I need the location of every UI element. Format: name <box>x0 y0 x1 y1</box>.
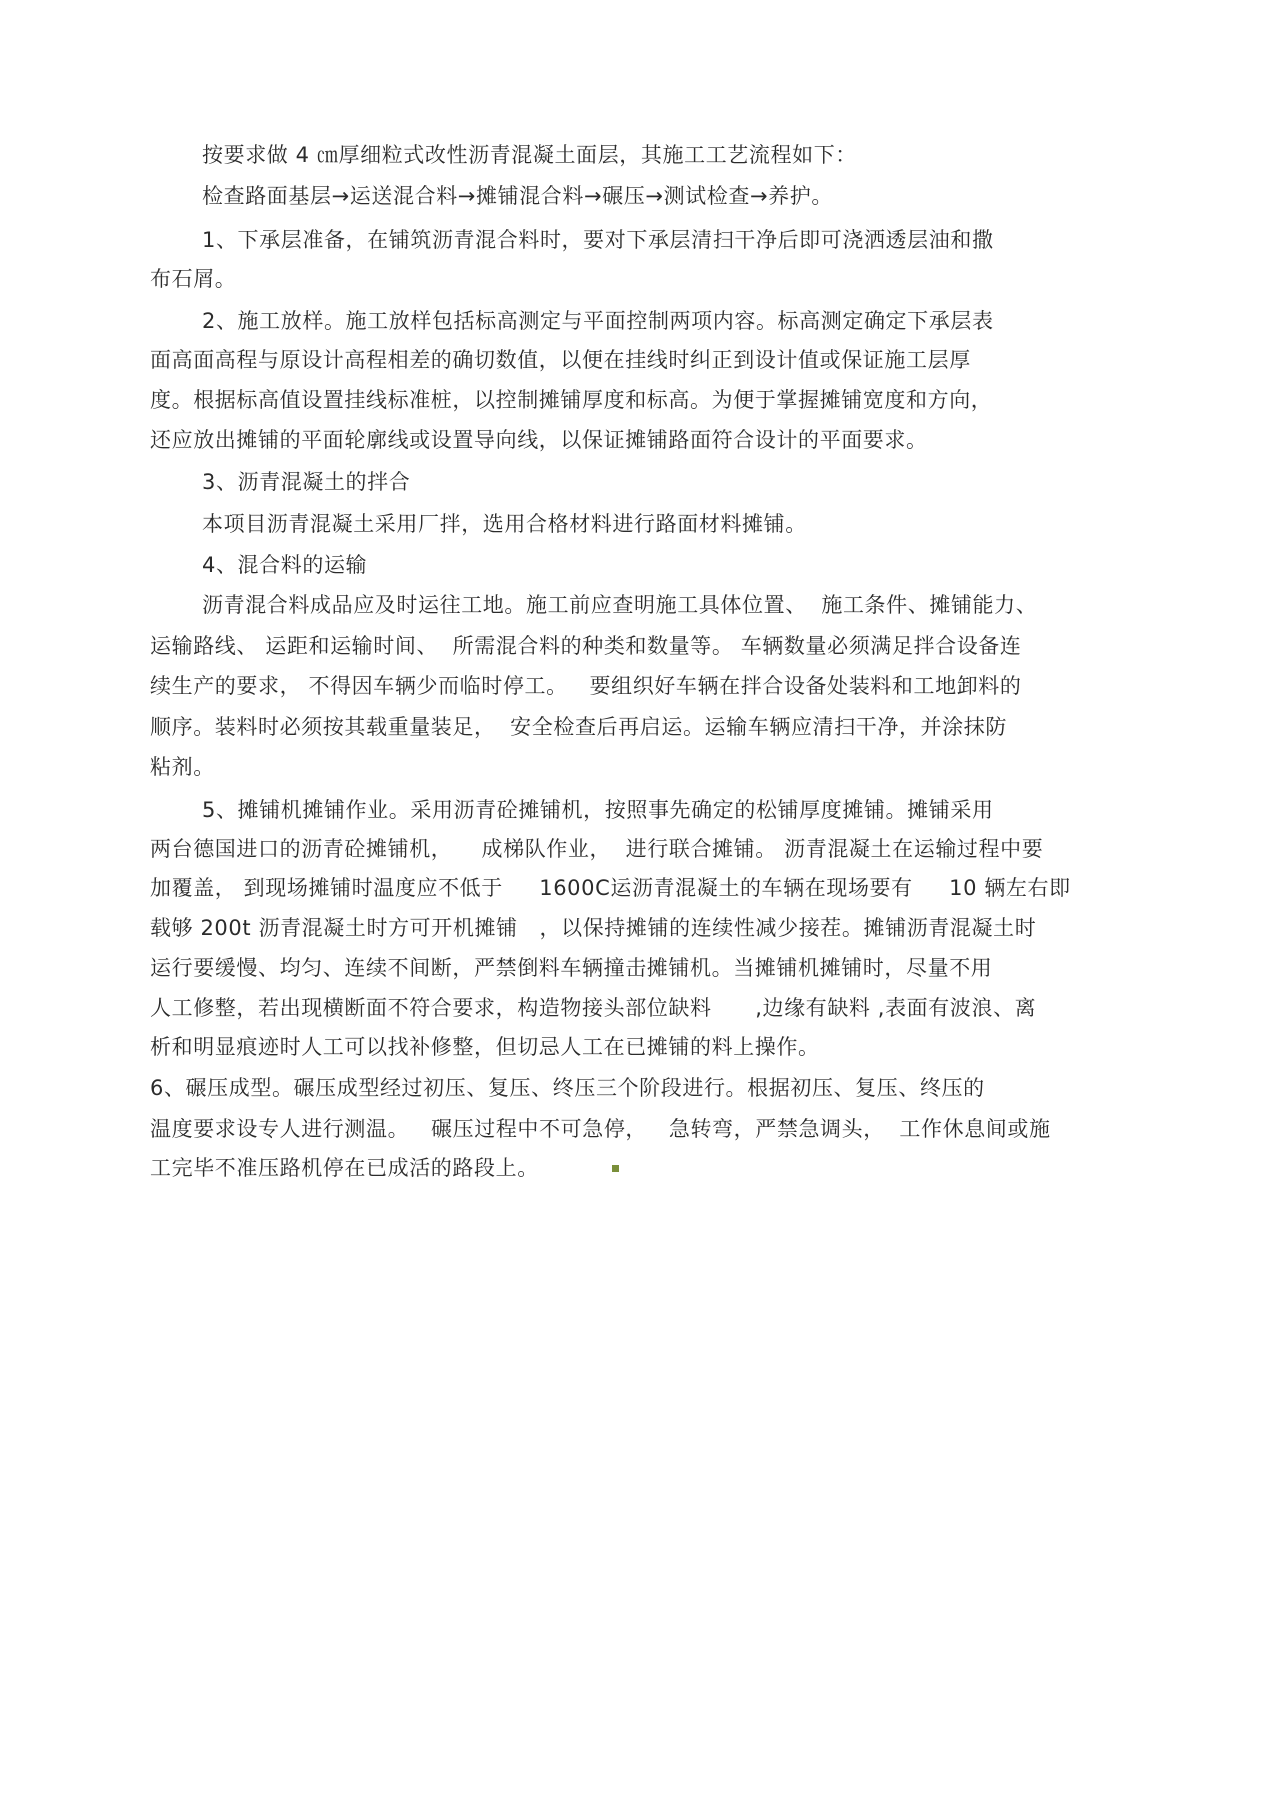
paragraph-2-line-4: 还应放出摊铺的平面轮廓线或设置导向线，以保证摊铺路面符合设计的平面要求。 <box>150 428 928 452</box>
section-4-heading: 4、混合料的运输 <box>202 553 368 577</box>
paragraph-4-line-2: 运输路线、 运距和运输时间、 所需混合料的种类和数量等。 车辆数量必须满足拌合设备连 <box>150 634 1022 658</box>
paragraph-5-line-5: 运行要缓慢、均匀、连续不间断，严禁倒料车辆撞击摊铺机。当摊铺机摊铺时，尽量不用 <box>150 956 993 980</box>
paragraph-4-line-4: 顺序。装料时必须按其载重量装足， 安全检查后再启运。运输车辆应清扫干净，并涂抹防 <box>150 715 1007 739</box>
paragraph-4-line-5: 粘剂。 <box>150 755 215 779</box>
paragraph-5-line-3: 加覆盖， 到现场摊铺时温度应不低于 1600C运沥青混凝土的车辆在现场要有 10 辆左右即 <box>150 876 1071 900</box>
paragraph-5-line-2: 两台德国进口的沥青砼摊铺机， 成梯队作业， 进行联合摊铺。 沥青混凝土在运输过程中要 <box>150 837 1044 861</box>
process-flow-line: 检查路面基层→运送混合料→摊铺混合料→碾压→测试检查→养护。 <box>202 184 833 208</box>
intro-line: 按要求做 4 ㎝厚细粒式改性沥青混凝土面层，其施工工艺流程如下： <box>202 143 857 167</box>
paragraph-6-line-3: 工完毕不准压路机停在已成活的路段上。 <box>150 1156 539 1180</box>
paragraph-6-line-2: 温度要求设专人进行测温。 碾压过程中不可急停， 急转弯，严禁急调头， 工作休息间或施 <box>150 1117 1051 1141</box>
paragraph-5-line-4: 载够 200t 沥青混凝土时方可开机摊铺 ，以保持摊铺的连续性减少接茬。摊铺沥青混凝土时 <box>150 916 1037 940</box>
paragraph-5-line-1: 5、摊铺机摊铺作业。采用沥青砼摊铺机，按照事先确定的松铺厚度摊铺。摊铺采用 <box>202 798 994 822</box>
paragraph-2-line-2: 面高面高程与原设计高程相差的确切数值，以便在挂线时纠正到设计值或保证施工层厚 <box>150 348 971 372</box>
paragraph-4-line-1: 沥青混合料成品应及时运往工地。施工前应查明施工具体位置、 施工条件、摊铺能力、 <box>202 593 1038 617</box>
paragraph-1-line-1: 1、下承层准备，在铺筑沥青混合料时，要对下承层清扫干净后即可浇洒透层油和撒 <box>202 228 994 252</box>
section-3-heading: 3、沥青混凝土的拌合 <box>202 470 411 494</box>
section-3-body: 本项目沥青混凝土采用厂拌，选用合格材料进行路面材料摊铺。 <box>202 512 807 536</box>
paragraph-2-line-3: 度。根据标高值设置挂线标准桩，以控制摊铺厚度和标高。为便于掌握摊铺宽度和方向， <box>150 388 993 412</box>
paragraph-2-line-1: 2、施工放样。施工放样包括标高测定与平面控制两项内容。标高测定确定下承层表 <box>202 309 994 333</box>
paragraph-4-line-3: 续生产的要求， 不得因车辆少而临时停工。 要组织好车辆在拌合设备处装料和工地卸料的 <box>150 674 1022 698</box>
paragraph-1-line-2: 布石屑。 <box>150 267 237 291</box>
paragraph-6-line-1: 6、碾压成型。碾压成型经过初压、复压、终压三个阶段进行。根据初压、复压、终压的 <box>150 1076 985 1100</box>
paragraph-5-line-7: 析和明显痕迹时人工可以找补修整，但切忌人工在已摊铺的料上操作。 <box>150 1035 820 1059</box>
paragraph-5-line-6: 人工修整，若出现横断面不符合要求，构造物接头部位缺料 ,边缘有缺料 ,表面有波浪、离 <box>150 996 1037 1020</box>
end-marker-icon <box>612 1165 619 1172</box>
